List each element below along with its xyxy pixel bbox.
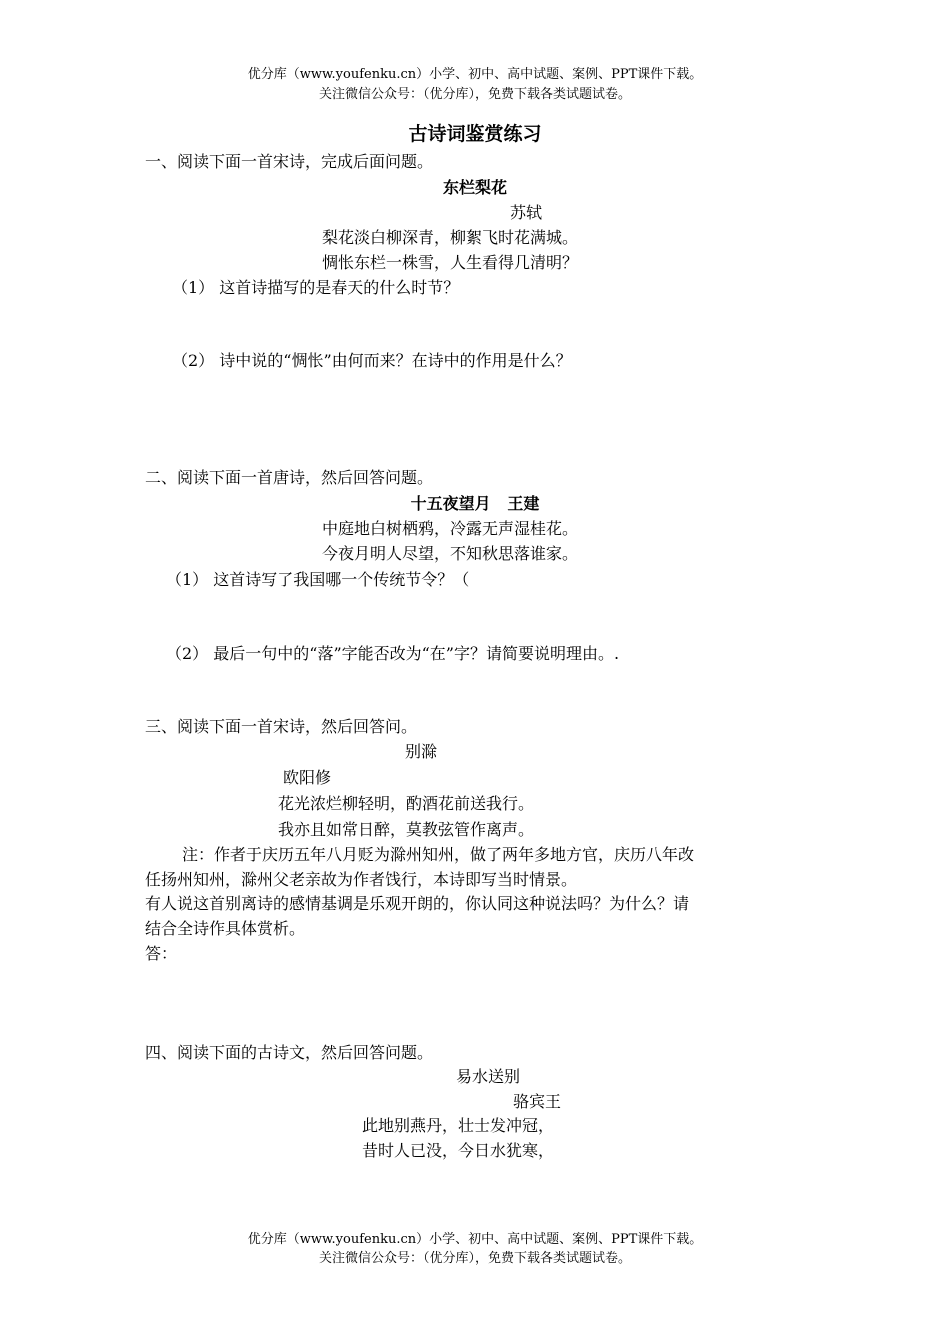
page-footer-line-2: 关注微信公众号：（优分库），免费下载各类试题试卷。 <box>318 1251 631 1266</box>
page-title: 古诗词鉴赏练习 <box>408 123 542 145</box>
section-1-poem-line-1: 梨花淡白柳深青，柳絮飞时花满城。 <box>322 228 579 247</box>
section-2-poem-line-1: 中庭地白树栖鸦，冷露无声湿桂花。 <box>322 519 579 538</box>
section-3-poem-line-1: 花光浓烂柳轻明，酌酒花前送我行。 <box>278 794 535 813</box>
section-2-poem-line-2: 今夜月明人尽望，不知秋思落谁家。 <box>322 544 579 563</box>
section-3-note-line-2: 任扬州知州，滁州父老亲故为作者饯行，本诗即写当时情景。 <box>145 870 578 889</box>
section-1-poem-title: 东栏梨花 <box>442 178 507 197</box>
section-3-note-line-1: 注：作者于庆历五年八月贬为滁州知州，做了两年多地方官，庆历八年改 <box>182 845 695 864</box>
section-2-question-1: （1） 这首诗写了我国哪一个传统节令？（ <box>166 570 470 589</box>
section-2-heading: 二、阅读下面一首唐诗，然后回答问题。 <box>145 468 434 487</box>
section-4-author: 骆宾王 <box>513 1092 562 1111</box>
page-header-line-1: 优分库（www.youfenku.cn）小学、初中、高中试题、案例、PPT课件下载。 <box>247 67 703 82</box>
section-3-poem-line-2: 我亦且如常日醉，莫教弦管作离声。 <box>278 820 535 839</box>
section-1-heading: 一、阅读下面一首宋诗，完成后面问题。 <box>145 152 434 171</box>
section-3-poem-title: 别滁 <box>405 742 438 761</box>
section-4-poem-line-2: 昔时人已没，今日水犹寒， <box>362 1141 555 1160</box>
section-3-question-line-2: 结合全诗作具体赏析。 <box>145 919 306 938</box>
section-3-question-line-1: 有人说这首别离诗的感情基调是乐观开朗的，你认同这种说法吗？为什么？请 <box>145 894 690 913</box>
section-2-question-2: （2） 最后一句中的“落”字能否改为“在”字？请简要说明理由。. <box>166 644 620 663</box>
section-3-author: 欧阳修 <box>283 768 332 787</box>
section-3-heading: 三、阅读下面一首宋诗，然后回答问。 <box>145 717 418 736</box>
section-4-poem-title: 易水送别 <box>456 1067 521 1086</box>
section-1-author: 苏轼 <box>510 203 543 222</box>
section-1-poem-line-2: 惆怅东栏一株雪，人生看得几清明？ <box>322 253 579 272</box>
page-header-line-2: 关注微信公众号：（优分库），免费下载各类试题试卷。 <box>318 87 631 102</box>
section-4-poem-line-1: 此地别燕丹，壮士发冲冠， <box>362 1116 555 1135</box>
section-2-poem-title: 十五夜望月 王建 <box>410 494 540 513</box>
page-footer-line-1: 优分库（www.youfenku.cn）小学、初中、高中试题、案例、PPT课件下载。 <box>247 1232 703 1247</box>
section-3-answer-label: 答： <box>145 944 178 963</box>
section-1-question-1: （1） 这首诗描写的是春天的什么时节？ <box>172 278 460 297</box>
section-4-heading: 四、阅读下面的古诗文，然后回答问题。 <box>145 1043 434 1062</box>
section-1-question-2: （2） 诗中说的“惆怅”由何而来？在诗中的作用是什么？ <box>172 351 572 370</box>
